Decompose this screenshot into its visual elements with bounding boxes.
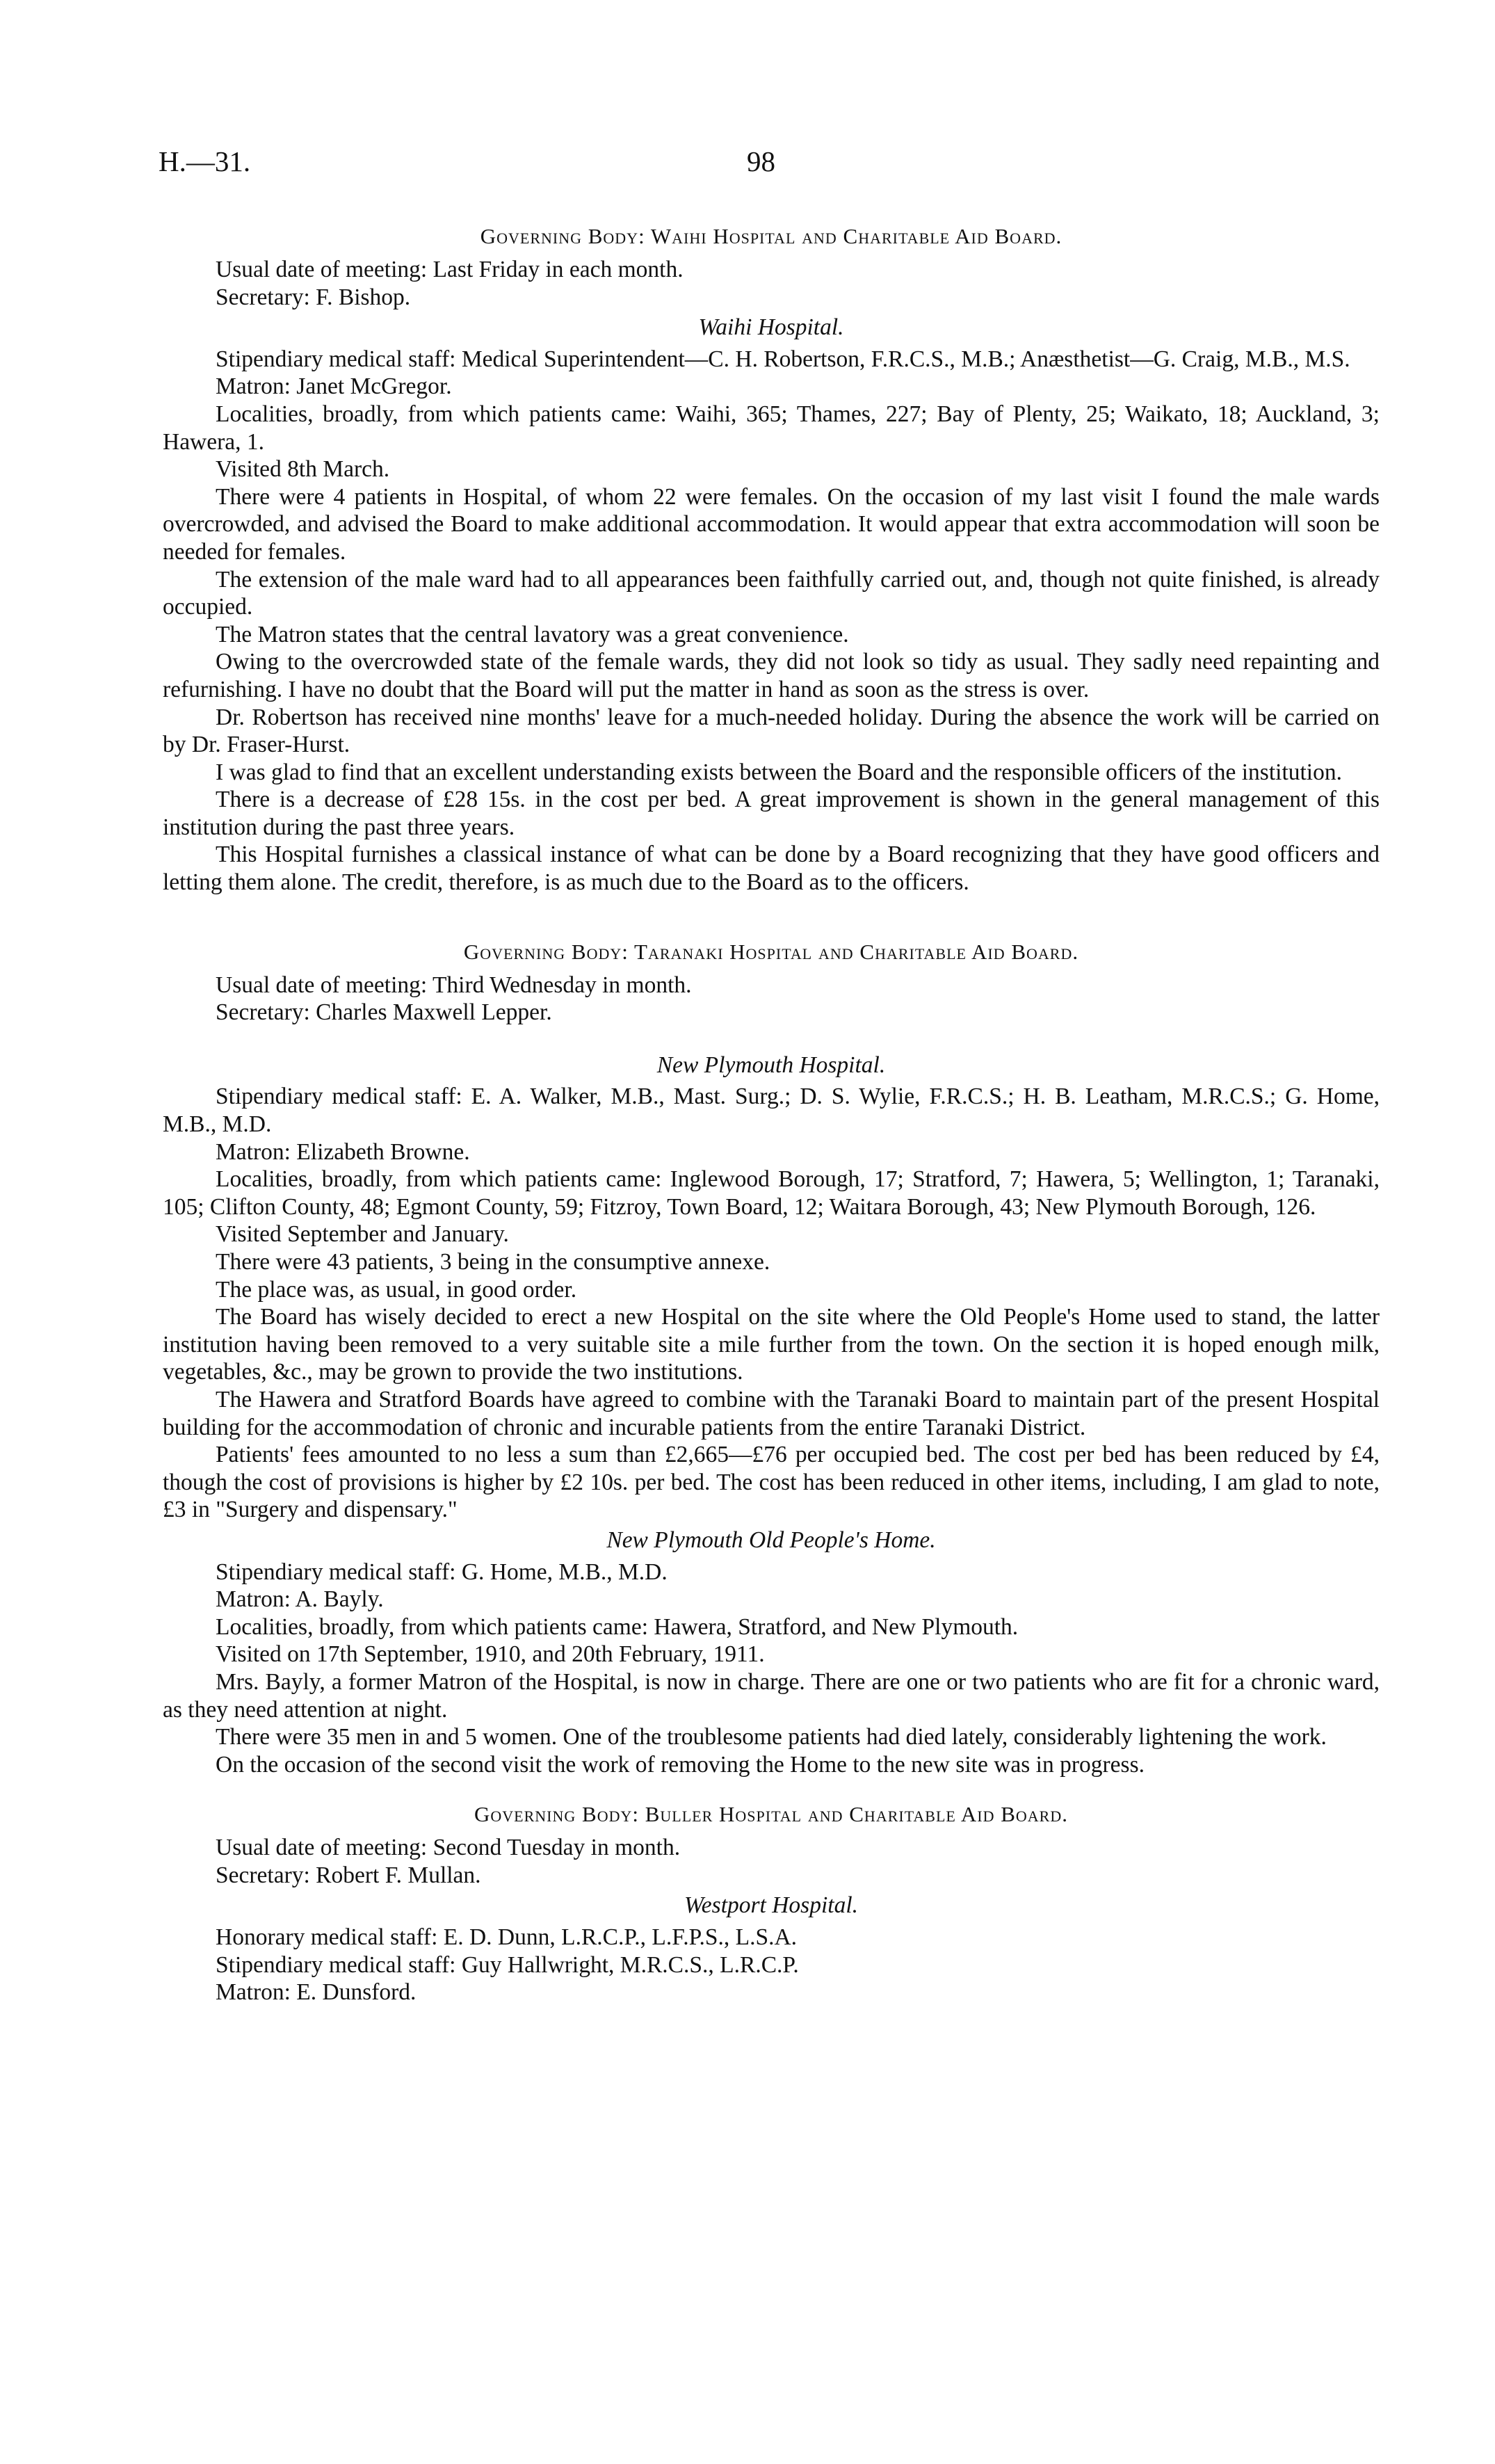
- secretary: Secretary: Robert F. Mullan.: [216, 1862, 481, 1888]
- paragraph: There were 4 patients in Hospital, of whom 22 were females. On the occasion of my last visit I found the male wards overcrowded, and advised the Board to make additional accommodation. It would appear that extra accommodation will soon be needed for females.: [163, 483, 1380, 565]
- paragraph: Stipendiary medical staff: Guy Hallwright, M.R.C.S., L.R.C.P.: [216, 1951, 799, 1978]
- paragraph: There is a decrease of £28 15s. in the cost per bed. A great improvement is shown in the general management of this institution during the past three years.: [163, 787, 1380, 840]
- paragraph: Localities, broadly, from which patients came: Waihi, 365; Thames, 227; Bay of Plenty, 25; Waikato, 18; Auckland, 3; Hawera, 1.: [163, 401, 1380, 455]
- paragraph: The Matron states that the central lavatory was a great convenience.: [216, 621, 849, 647]
- paragraph: Visited September and January.: [216, 1221, 509, 1248]
- paragraph: Visited 8th March.: [216, 456, 390, 483]
- paragraph: On the occasion of the second visit the work of removing the Home to the new site was in progress.: [216, 1751, 1145, 1778]
- paragraph: Matron: Janet McGregor.: [216, 373, 452, 400]
- paragraph: Localities, broadly, from which patients came: Hawera, Stratford, and New Plymouth.: [216, 1613, 1019, 1640]
- paragraph: Stipendiary medical staff: Medical Superintendent—C. H. Robertson, F.R.C.S., M.B.; Anæsthetist—G. Craig, M.B., M.S.: [216, 346, 1350, 372]
- paragraph: Localities, broadly, from which patients came: Inglewood Borough, 17; Stratford, 7; Hawera, 5; Wellington, 1; Taranaki, 105; Clifton County, 48; Egmont County, 59; Fitzroy, Town Board, 12; Waitara Borough, 43; New Plymouth Borough, 126.: [163, 1166, 1380, 1220]
- secretary: Secretary: F. Bishop.: [216, 284, 411, 310]
- meeting-date: Usual date of meeting: Third Wednesday in month.: [216, 972, 692, 998]
- governing-body-heading: Governing Body: Taranaki Hospital and Charitable Aid Board.: [463, 939, 1079, 964]
- page-number: 98: [747, 145, 775, 177]
- meeting-date: Usual date of meeting: Last Friday in each month.: [216, 257, 684, 282]
- institution-heading: Waihi Hospital.: [698, 314, 844, 341]
- paragraph: Owing to the overcrowded state of the female wards, they did not look so tidy as usual. They sadly need repainting and refurnishing. I have no doubt that the Board will put the matter in hand as soon as the stress is over.: [163, 649, 1380, 702]
- paragraph: Visited on 17th September, 1910, and 20th February, 1911.: [216, 1641, 765, 1668]
- paragraph: Dr. Robertson has received nine months' leave for a much-needed holiday. During the absence the work will be carried on by Dr. Fraser-Hurst.: [163, 704, 1380, 758]
- paragraph: Mrs. Bayly, a former Matron of the Hospital, is now in charge. There are one or two patients who are fit for a chronic ward, as they need attention at night.: [163, 1668, 1380, 1723]
- paragraph: Matron: A. Bayly.: [216, 1586, 384, 1613]
- governing-body-heading: Governing Body: Waihi Hospital and Charitable Aid Board.: [480, 224, 1062, 248]
- paragraph: Matron: Elizabeth Browne.: [216, 1138, 470, 1165]
- governing-body-heading: Governing Body: Buller Hospital and Charitable Aid Board.: [474, 1802, 1068, 1827]
- paragraph: This Hospital furnishes a classical instance of what can be done by a Board recognizing that they have good officers and letting them alone. The credit, therefore, is as much due to the Board as to the officers.: [163, 842, 1380, 896]
- meeting-date: Usual date of meeting: Second Tuesday in month.: [216, 1835, 681, 1861]
- paragraph: The extension of the male ward had to all appearances been faithfully carried out, and, though not quite finished, is already occupied.: [163, 566, 1380, 620]
- paragraph: There were 43 patients, 3 being in the consumptive annexe.: [216, 1249, 770, 1275]
- paragraph: There were 35 men in and 5 women. One of the troublesome patients had died lately, considerably lightening the work.: [216, 1724, 1327, 1750]
- institution-heading: Westport Hospital.: [684, 1892, 859, 1919]
- institution-heading: New Plymouth Hospital.: [656, 1052, 886, 1078]
- paragraph: Stipendiary medical staff: E. A. Walker, M.B., Mast. Surg.; D. S. Wylie, F.R.C.S.; H. B. Leatham, M.R.C.S.; G. Home, M.B., M.D.: [163, 1084, 1380, 1138]
- report-reference: H.—31.: [159, 145, 251, 177]
- paragraph: I was glad to find that an excellent understanding exists between the Board and the responsible officers of the institution.: [216, 759, 1342, 785]
- paragraph: Stipendiary medical staff: G. Home, M.B., M.D.: [216, 1559, 668, 1585]
- institution-heading: New Plymouth Old People's Home.: [606, 1527, 936, 1553]
- paragraph: Matron: E. Dunsford.: [216, 1979, 417, 2006]
- secretary: Secretary: Charles Maxwell Lepper.: [216, 999, 552, 1026]
- paragraph: Honorary medical staff: E. D. Dunn, L.R.C.P., L.F.P.S., L.S.A.: [216, 1924, 798, 1951]
- page-content: [163, 223, 1380, 2006]
- paragraph: The Hawera and Stratford Boards have agreed to combine with the Taranaki Board to maintain part of the present Hospital building for the accommodation of chronic and incurable patients from the entire Taranaki District.: [163, 1386, 1380, 1440]
- paragraph: The place was, as usual, in good order.: [216, 1276, 577, 1303]
- paragraph: Patients' fees amounted to no less a sum than £2,665—£76 per occupied bed. The cost per bed has been reduced by £4, though the cost of provisions is higher by £2 10s. per bed. The cost has been reduced in other items, including, I am glad to note, £3 in "Surgery and dispensary.": [163, 1442, 1380, 1523]
- paragraph: The Board has wisely decided to erect a new Hospital on the site where the Old People's Home used to stand, the latter institution having been removed to a very suitable site a mile further from the town. On the section it is hoped enough milk, vegetables, &c., may be grown to provide the two institutions.: [163, 1304, 1380, 1385]
